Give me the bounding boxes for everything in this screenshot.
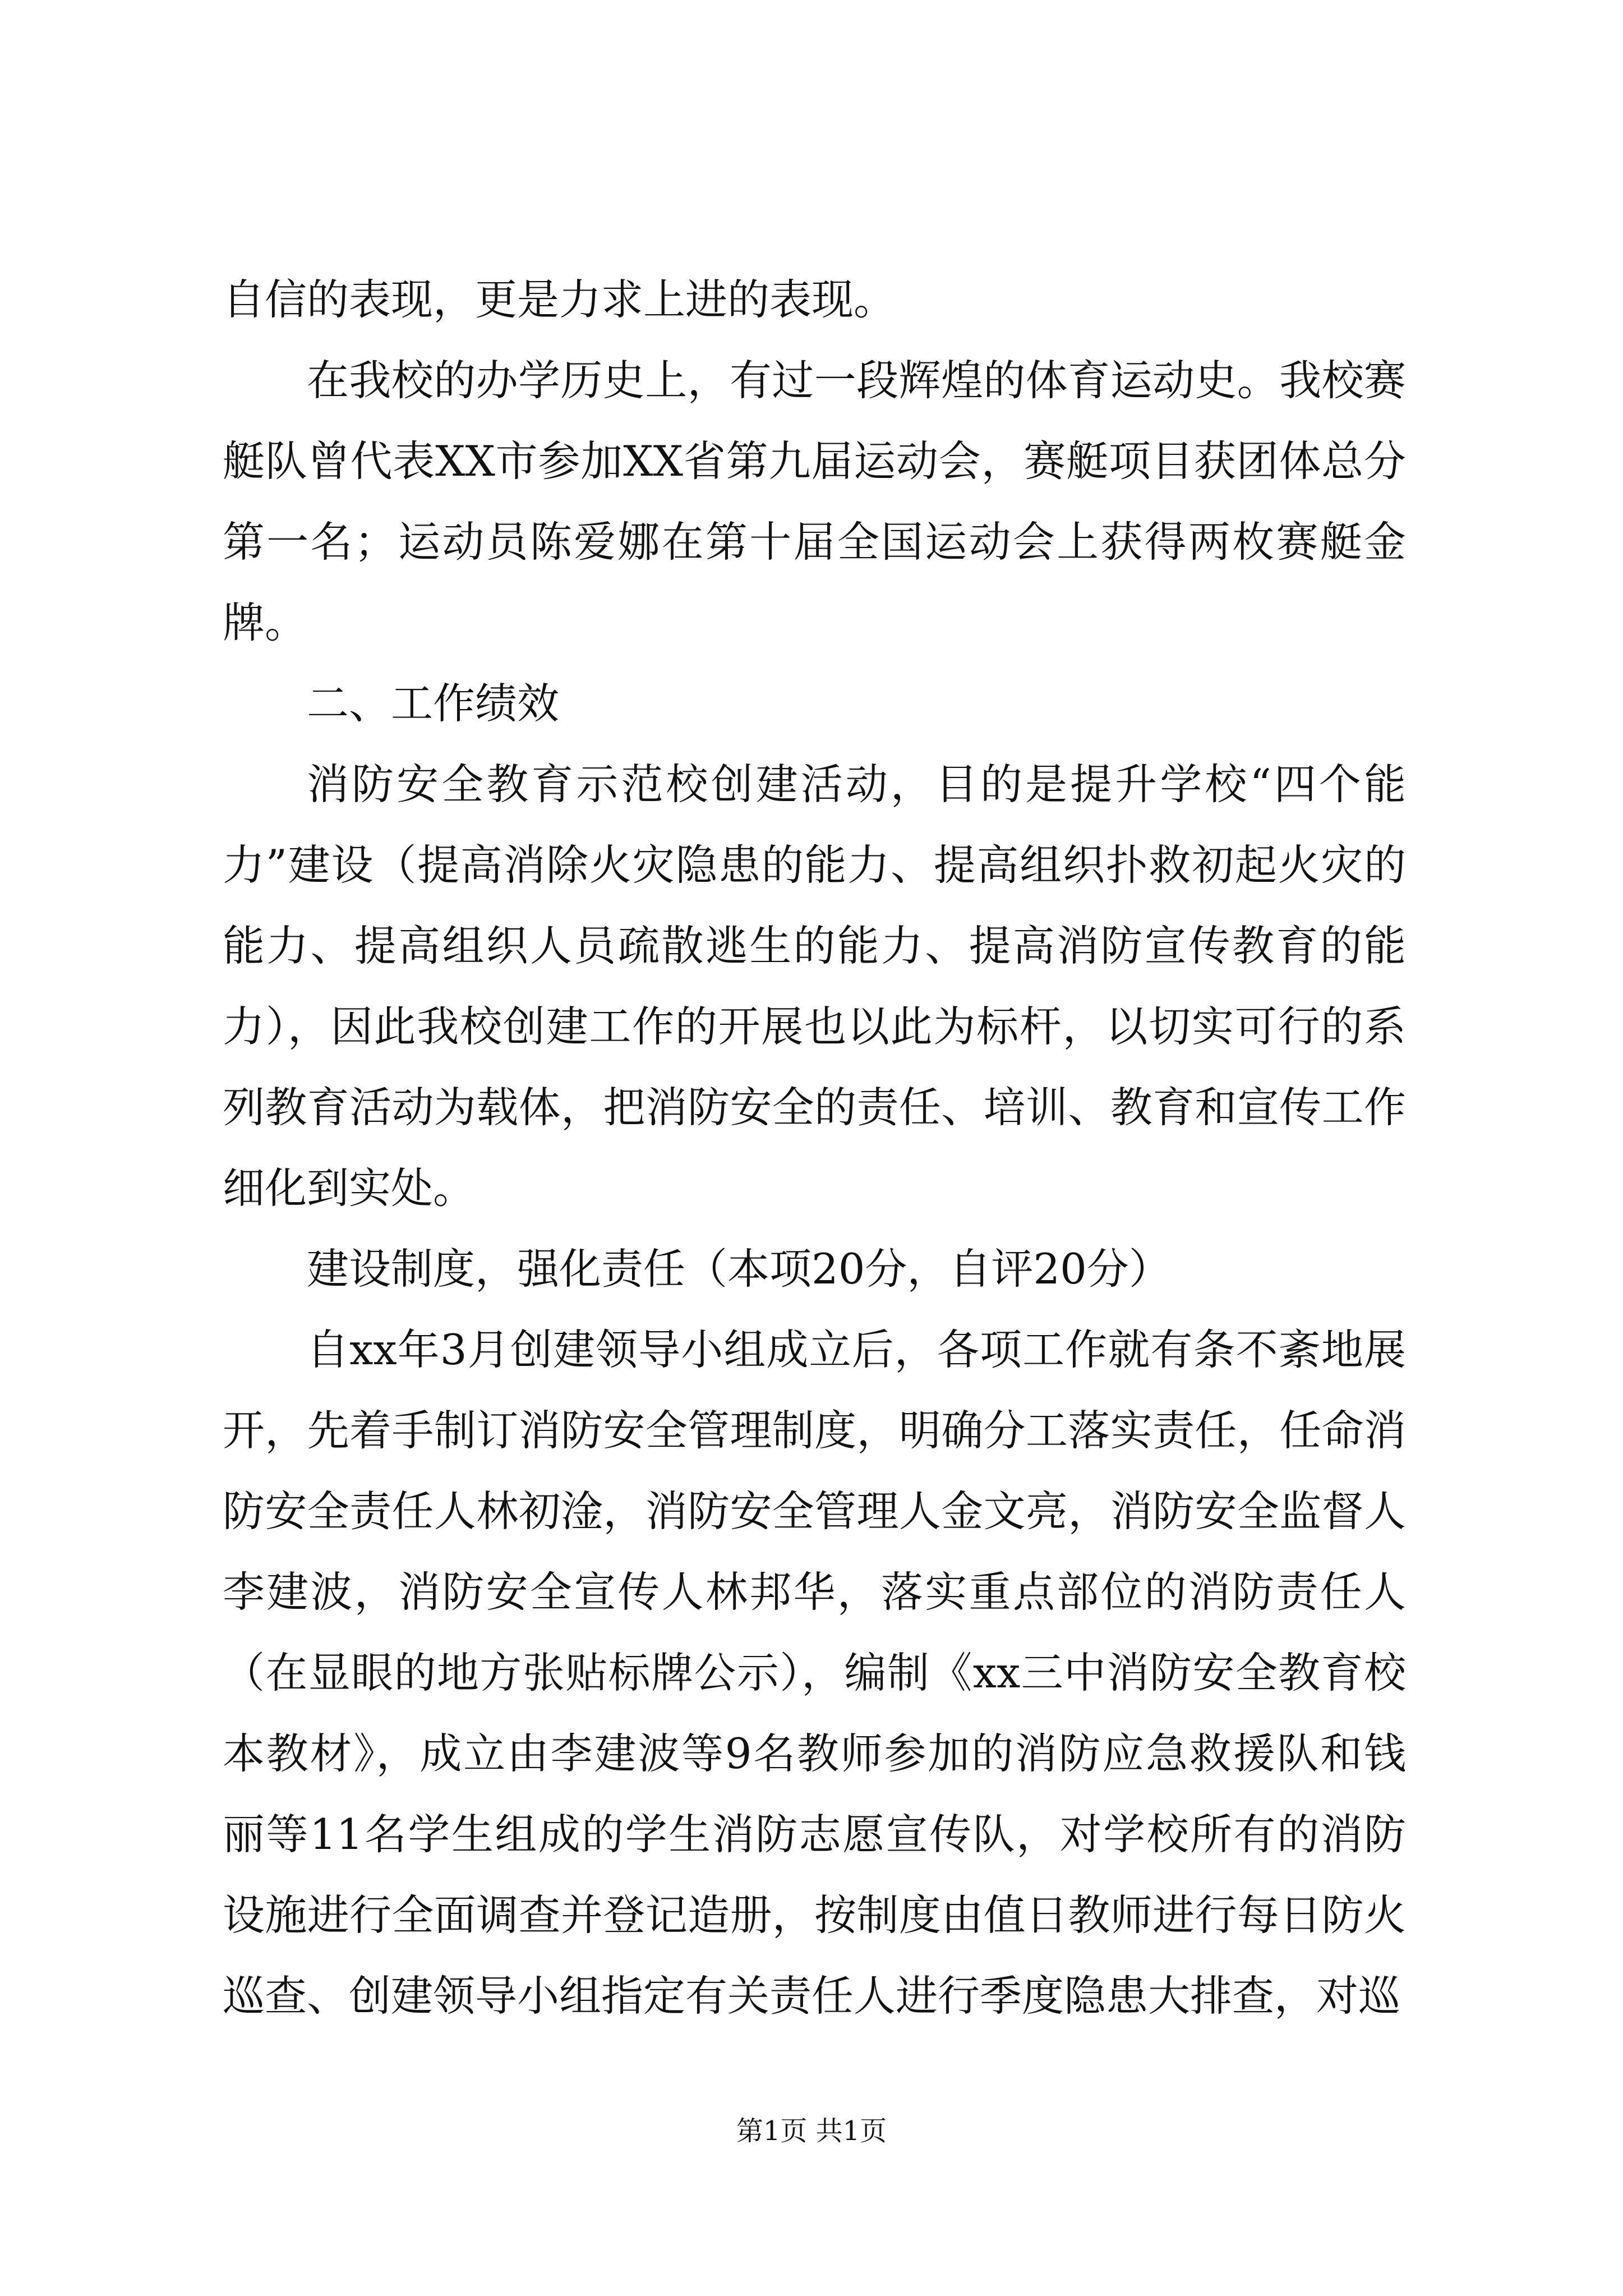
paragraph-continuation: 自信的表现，更是力求上进的表现。: [223, 275, 896, 324]
paragraph-history: 在我校的办学历史上，有过一段辉煌的体育运动史。我校赛艇队曾代表XX市参加XX省第九届运动会，赛艇项目获团体总分第一名；运动员陈爱娜在第十届全国运动会上获得两枚赛艇金牌。: [223, 356, 1406, 647]
subsection-heading: 建设制度，强化责任（本项20分，自评20分）: [307, 1244, 1171, 1294]
document-body: [223, 259, 1406, 2036]
section-heading: 二、工作绩效: [307, 679, 560, 728]
paragraph-goals: 消防安全教育示范校创建活动，目的是提升学校“四个能力”建设（提高消除火灾隐患的能力、提高组织扑救初起火灾的能力、提高组织人员疏散逃生的能力、提高消防宣传教育的能力），因此我校创建工作的开展也以此为标杆，以切实可行的系列教育活动为载体，把消防安全的责任、培训、教育和宣传工作细化到实处。: [223, 760, 1406, 1213]
paragraph-system: 自xx年3月创建领导小组成立后，各项工作就有条不紊地展开，先着手制订消防安全管理制度，明确分工落实责任，任命消防安全责任人林初淦，消防安全管理人金文亮，消防安全监督人李建波，消防安全宣传人林邦华，落实重点部位的消防责任人（在显眼的地方张贴标牌公示），编制《xx三中消防安全教育校本教材》，成立由李建波等9名教师参加的消防应急救援队和钱丽等11名学生组成的学生消防志愿宣传队，对学校所有的消防设施进行全面调查并登记造册，按制度由值日教师进行每日防火巡查、创建领导小组指定有关责任人进行季度隐患大排查，对巡: [223, 1325, 1406, 2021]
page-number: 第1页 共1页: [736, 2115, 887, 2147]
